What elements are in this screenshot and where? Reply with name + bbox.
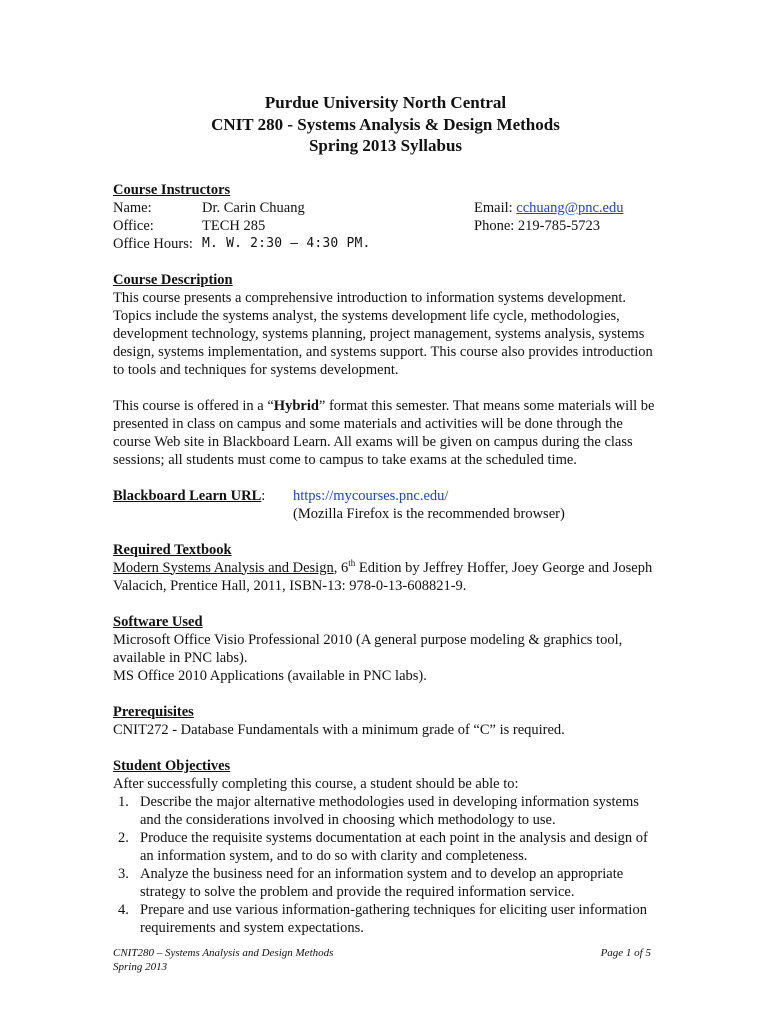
blackboard-url-row: [113, 487, 658, 505]
office-value: TECH 285: [202, 217, 266, 234]
blackboard-colon: :: [261, 487, 266, 504]
list-item: [113, 901, 658, 937]
description-heading: Course Description: [113, 271, 233, 288]
list-item-number: 2.: [118, 829, 129, 846]
textbook-details: Edition by Jeffrey Hoffer, Joey George and Joseph Valacich, Prentice Hall, 2011, ISBN-13: 978-0-13-608821-9.: [113, 559, 653, 594]
hybrid-detail-text: ” format this semester. That means some materials will be presented in class on campus and some materials and activities will be done through the course Web site in Blackboard Learn. All exams will be given on campus during the class sessions; all students must come to campus to take exams at the scheduled time.: [113, 397, 655, 468]
objectives-list: [113, 793, 658, 937]
office-hours-label: Office Hours:: [113, 235, 193, 252]
footer-term: Spring 2013: [113, 961, 168, 973]
objectives-heading: Student Objectives: [113, 757, 231, 774]
phone-value: Phone: 219-785-5723: [474, 217, 601, 234]
list-item: [113, 829, 658, 865]
list-item-number: 3.: [118, 865, 129, 882]
description-paragraph-2: [113, 397, 658, 469]
syllabus-term: Spring 2013 Syllabus: [308, 136, 463, 155]
software-section: [113, 613, 658, 685]
page-number: Page 1 of 5: [600, 947, 651, 959]
email-label: Email:: [474, 199, 513, 216]
blackboard-url-link[interactable]: https://mycourses.pnc.edu/: [293, 487, 449, 504]
document-title: [113, 92, 658, 157]
objectives-section: [113, 757, 658, 937]
list-item-text: Describe the major alternative methodologies used in developing information systems and the considerations involved in choosing which methodology to use.: [140, 793, 639, 828]
objectives-intro: After successfully completing this course, a student should be able to:: [113, 775, 519, 792]
software-heading: Software Used: [113, 613, 203, 630]
list-item-number: 1.: [118, 793, 129, 810]
list-item-text: Analyze the business need for an information system and to develop an appropriate strategy to solve the problem and provide the required information service.: [140, 865, 624, 900]
textbook-edition-sup: th: [348, 557, 356, 568]
footer-course: CNIT280 – Systems Analysis and Design Methods: [113, 947, 334, 959]
textbook-heading: Required Textbook: [113, 541, 232, 558]
email-group: [474, 199, 623, 217]
list-item: [113, 793, 658, 829]
list-item-text: Produce the requisite systems documentation at each point in the analysis and design of an information system, and to do so with clarity and completeness.: [140, 829, 648, 864]
course-title: CNIT 280 - Systems Analysis & Design Methods: [211, 114, 560, 134]
prerequisites-text: CNIT272 - Database Fundamentals with a minimum grade of “C” is required.: [113, 721, 565, 738]
name-label: Name:: [113, 199, 152, 216]
prerequisites-section: [113, 703, 658, 739]
blackboard-label: Blackboard Learn URL: [113, 487, 262, 504]
office-hours-value: M. W. 2:30 – 4:30 PM.: [202, 235, 371, 251]
textbook-citation: [113, 559, 658, 595]
syllabus-page: [113, 92, 658, 955]
prerequisites-heading: Prerequisites: [113, 703, 194, 720]
office-row: [113, 217, 658, 235]
list-item-number: 4.: [118, 901, 129, 918]
blackboard-label-group: [113, 487, 265, 505]
blackboard-section: [113, 487, 658, 523]
list-item-text: Prepare and use various information-gathering techniques for eliciting user information requirements and system expectations.: [140, 901, 647, 936]
description-paragraph-1: This course presents a comprehensive introduction to information systems development. Topics include the systems analyst, the systems development life cycle, methodologies, development technology, systems planning, project management, systems analysis, systems design, systems implementation, and systems support. This course also provides introduction to tools and techniques for systems development.: [113, 289, 653, 378]
textbook-title: Modern Systems Analysis and Design: [113, 559, 334, 576]
textbook-edition-pre: , 6: [333, 559, 349, 576]
software-line-2: MS Office 2010 Applications (available in PNC labs).: [113, 667, 427, 684]
software-line-1: Microsoft Office Visio Professional 2010 (A general purpose modeling & graphics tool, available in PNC labs).: [113, 631, 623, 666]
hybrid-intro-text: This course is offered in a “: [113, 397, 274, 414]
office-hours-row: [113, 235, 658, 253]
name-value: Dr. Carin Chuang: [202, 199, 305, 216]
page-footer: [113, 946, 651, 974]
instructors-section: [113, 181, 658, 253]
instructors-heading: Course Instructors: [113, 181, 231, 198]
list-item: [113, 865, 658, 901]
office-label: Office:: [113, 217, 154, 234]
university-name: Purdue University North Central: [264, 93, 507, 112]
textbook-section: [113, 541, 658, 595]
browser-note: (Mozilla Firefox is the recommended browser): [293, 505, 565, 522]
instructor-name-row: [113, 199, 658, 217]
hybrid-emphasis: Hybrid: [273, 397, 319, 414]
email-link[interactable]: cchuang@pnc.edu: [516, 199, 624, 216]
description-section: [113, 271, 658, 469]
